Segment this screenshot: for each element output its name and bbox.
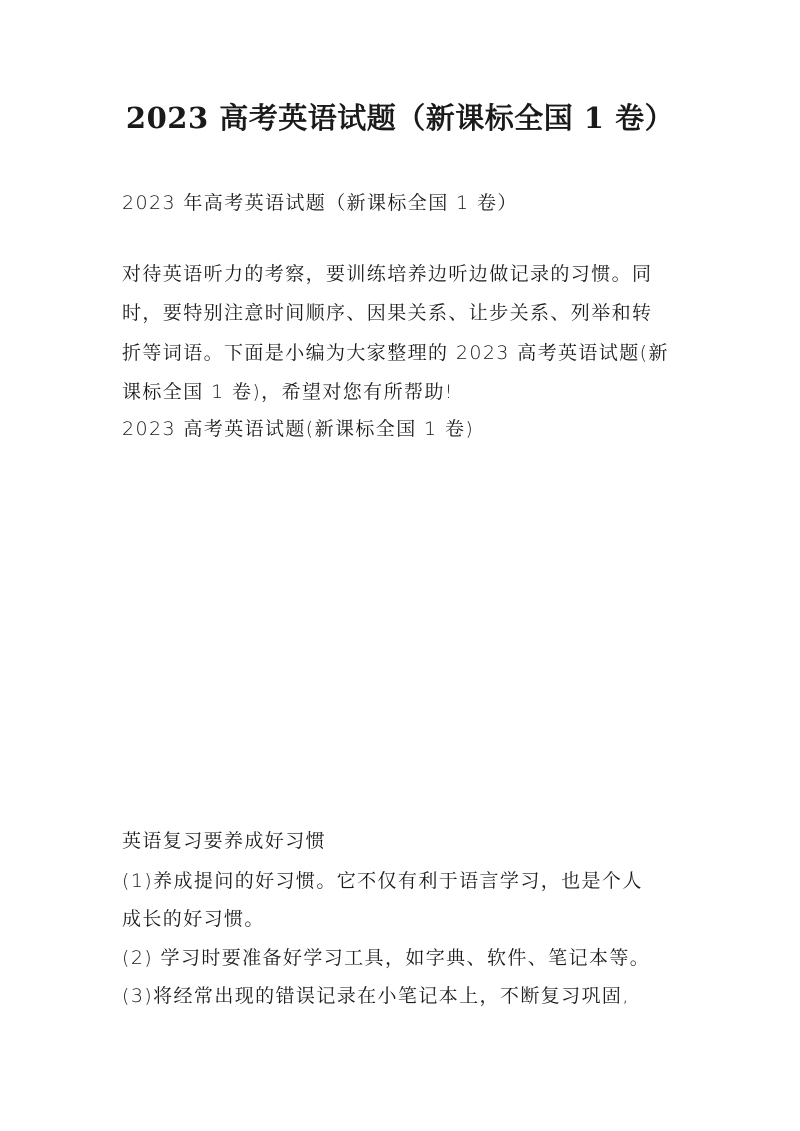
intro-line-1: 对待英语听力的考察，要训练培养边听边做记录的习惯。同 [122,263,653,285]
section-heading: 2023 高考英语试题(新课标全国 1 卷) [122,418,475,440]
habit-line-4: (3)将经常出现的错误记录在小笔记本上，不断复习巩固, [122,985,630,1007]
habit-line-2: 成长的好习惯。 [122,908,265,930]
habits-heading: 英语复习要养成好习惯 [122,830,327,852]
intro-line-4: 课标全国 1 卷)，希望对您有所帮助! [122,381,454,403]
intro-line-2: 时，要特别注意时间顺序、因果关系、让步关系、列举和转 [122,302,653,324]
habit-line-1: (1)养成提问的好习惯。它不仅有利于语言学习，也是个人 [122,870,643,892]
document-subtitle: 2023 年高考英语试题（新课标全国 1 卷） [122,192,518,214]
habit-line-3: (2) 学习时要准备好学习工具，如字典、软件、笔记本等。 [122,947,651,969]
intro-line-3: 折等词语。下面是小编为大家整理的 2023 高考英语试题(新 [122,342,669,364]
document-title: 2023 高考英语试题（新课标全国 1 卷） [125,101,675,135]
